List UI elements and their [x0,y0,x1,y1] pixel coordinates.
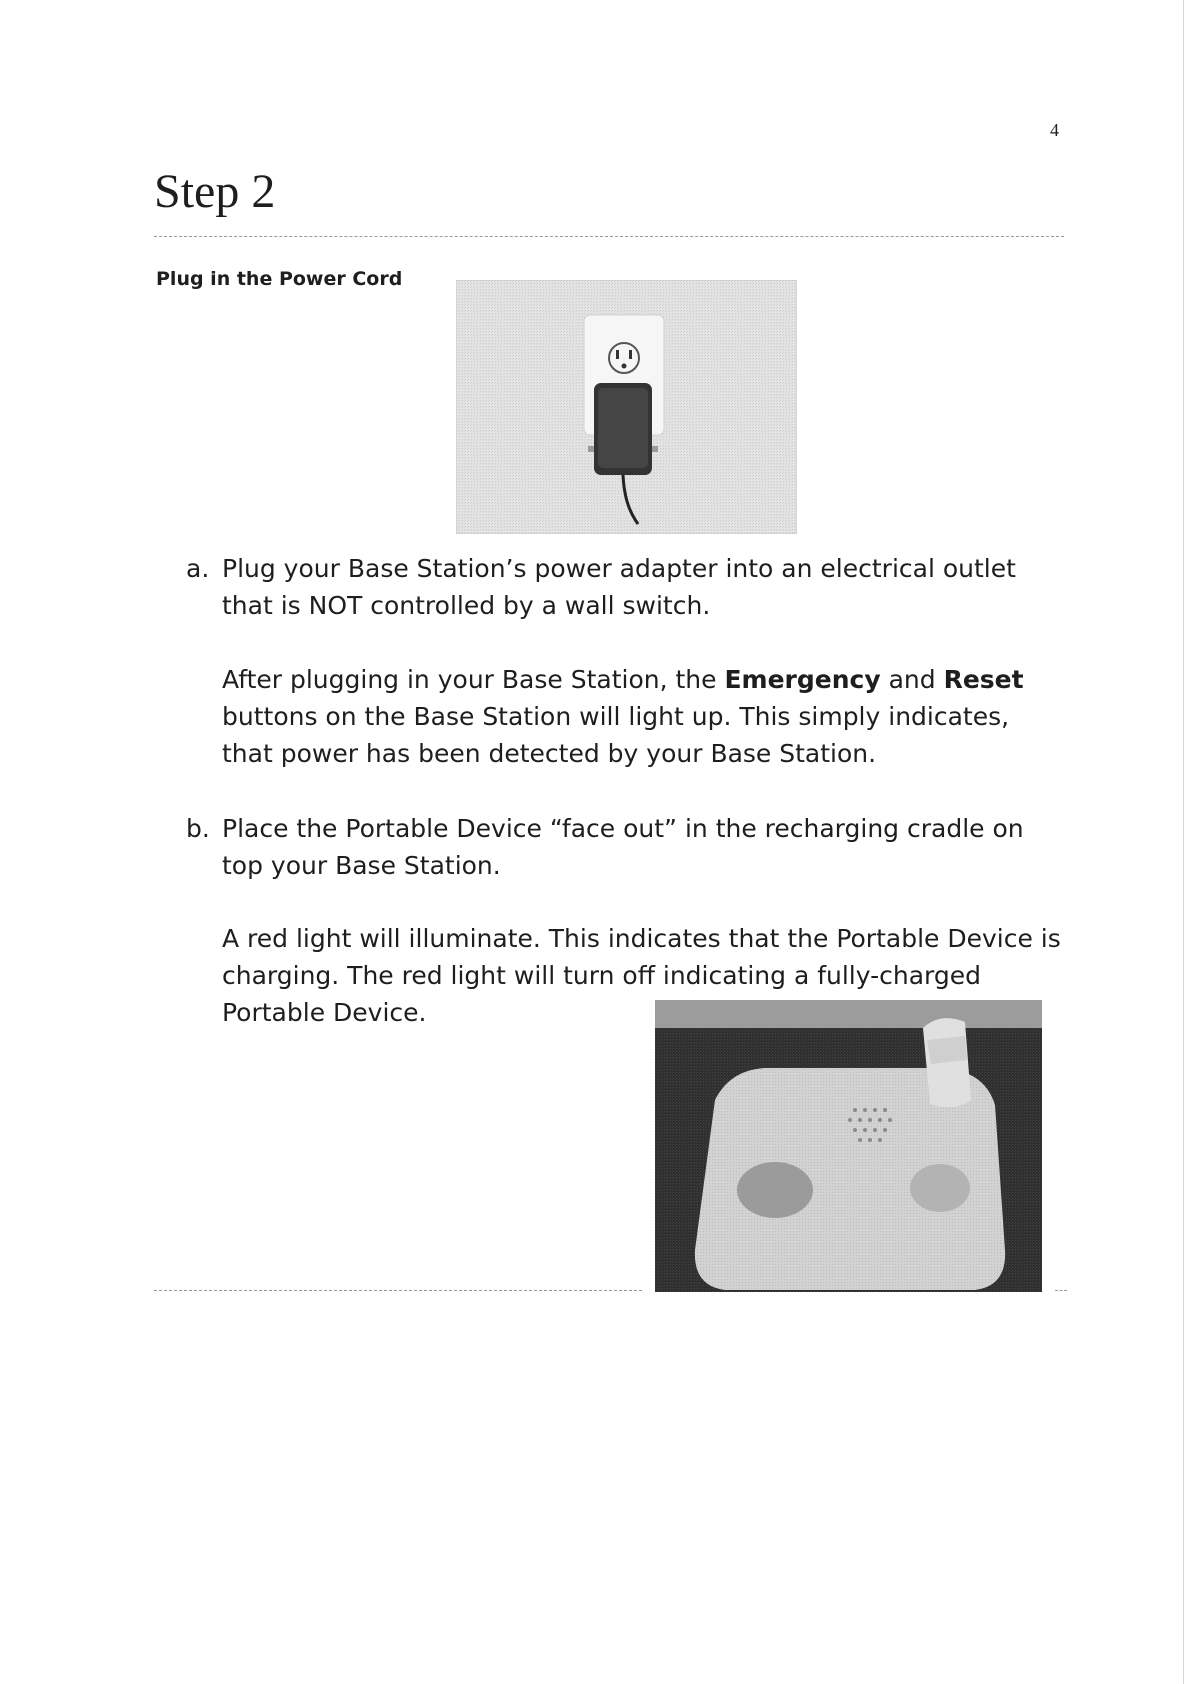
list-marker-a: a. [186,554,210,583]
section-subheading: Plug in the Power Cord [156,268,403,290]
emergency-bold: Emergency [724,665,881,694]
list-item-a-text: Plug your Base Station’s power adapter into an electrical outlet that is NOT controlled by a wall switch. [222,554,1016,620]
note-a-paragraph [222,661,1066,772]
bottom-divider [154,1290,642,1291]
page-title: Step 2 [154,165,276,218]
bottom-divider-tail [1055,1290,1067,1291]
list-item-a [186,550,1066,624]
list-marker-b: b. [186,814,210,843]
reset-bold: Reset [943,665,1024,694]
page-edge [1183,0,1184,1684]
note-a-post: buttons on the Base Station will light up. This simply indicates, that power has been detected by your Base Station. [222,702,1010,768]
list-item-a-note [186,661,1066,772]
base-station-photo [655,1000,1042,1292]
list-item-b-text: Place the Portable Device “face out” in the recharging cradle on top your Base Station. [222,814,1024,880]
title-divider [154,236,1064,237]
note-a-pre: After plugging in your Base Station, the [222,665,725,694]
outlet-photo [456,280,797,534]
list-item-b [186,810,1066,884]
note-b-paragraph: A red light will illuminate. This indicates that the Portable Device is charging. The red light will turn off indicating a fully-charged Portable Device. [222,924,1061,1027]
page-number: 4 [1050,120,1059,140]
note-a-mid: and [880,665,944,694]
